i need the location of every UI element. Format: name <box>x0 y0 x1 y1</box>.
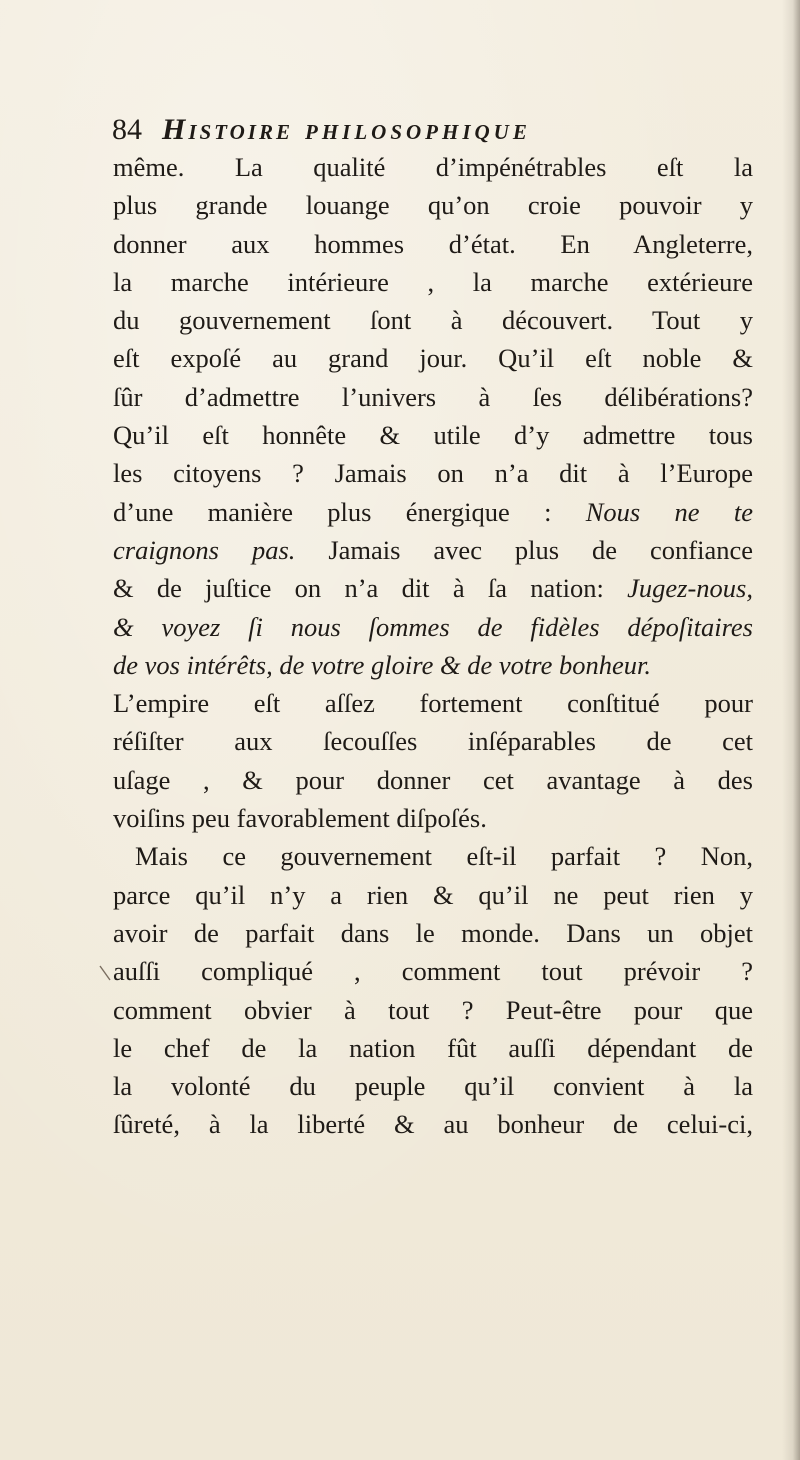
italic-quote-line: de vos intérêts, de votre gloire & de votre bonheur. <box>113 649 651 680</box>
text-line: ſûr d’admettre l’univers à ſes délibérations? <box>113 381 753 412</box>
running-subtitle: PHILOSOPHIQUE <box>305 120 531 144</box>
text-segment: & de juſtice on n’a dit à ſa nation: <box>113 573 628 604</box>
running-title: Histoire <box>162 113 293 146</box>
binding-shadow <box>782 0 800 1460</box>
text-line: du gouvernement ſont à découvert. Tout y <box>113 305 753 336</box>
text-line: ſûreté, à la liberté & au bonheur de celui-ci, <box>113 1109 753 1140</box>
text-line: voiſins peu favorablement diſpoſés. <box>113 803 487 834</box>
text-line: les citoyens ? Jamais on n’a dit à l’Europe <box>113 458 753 489</box>
ink-mark <box>98 964 112 982</box>
text-line: uſage , & pour donner cet avantage à des <box>113 764 753 795</box>
text-line: L’empire eſt aſſez fortement conſtitué pour <box>113 688 753 719</box>
text-line <box>113 493 753 531</box>
text-line: avoir de parfait dans le monde. Dans un objet <box>113 917 753 948</box>
italic-quote: Jugez-nous, <box>627 573 753 604</box>
ink-mark-icon <box>98 964 112 982</box>
text-line: la marche intérieure , la marche extérieure <box>113 266 753 297</box>
text-line: comment obvier à tout ? Peut-être pour que <box>113 994 753 1025</box>
text-line: la volonté du peuple qu’il convient à la <box>113 1071 753 1102</box>
text-line: parce qu’il n’y a rien & qu’il ne peut rien y <box>113 879 753 910</box>
paragraph-start-line: Mais ce gouvernement eſt-il parfait ? Non, <box>135 841 753 872</box>
text-line: plus grande louange qu’on croie pouvoir y <box>113 190 753 221</box>
text-line: eſt expoſé au grand jour. Qu’il eſt noble & <box>113 343 753 374</box>
text-segment: Jamais avec plus de confiance <box>295 534 753 565</box>
text-line <box>113 531 753 569</box>
text-line: donner aux hommes d’état. En Angleterre, <box>113 228 753 259</box>
text-line <box>113 569 753 607</box>
text-segment: d’une manière plus énergique : <box>113 496 586 527</box>
text-line: le chef de la nation fût auſſi dépendant de <box>113 1032 753 1063</box>
text-line: réſiſter aux ſecouſſes inſéparables de cet <box>113 726 753 757</box>
italic-quote-line: & voyez ſi nous ſommes de fidèles dépoſitaires <box>113 611 753 642</box>
body-text <box>113 148 753 1144</box>
text-line: Qu’il eſt honnête & utile d’y admettre tous <box>113 420 753 451</box>
running-head <box>112 113 752 153</box>
italic-quote: Nous ne te <box>585 496 753 527</box>
text-line: même. La qualité d’impénétrables eſt la <box>113 152 753 182</box>
page-number: 84 <box>112 113 142 146</box>
text-line: auſſi compliqué , comment tout prévoir ? <box>113 956 753 987</box>
italic-quote: craignons pas. <box>113 534 296 565</box>
